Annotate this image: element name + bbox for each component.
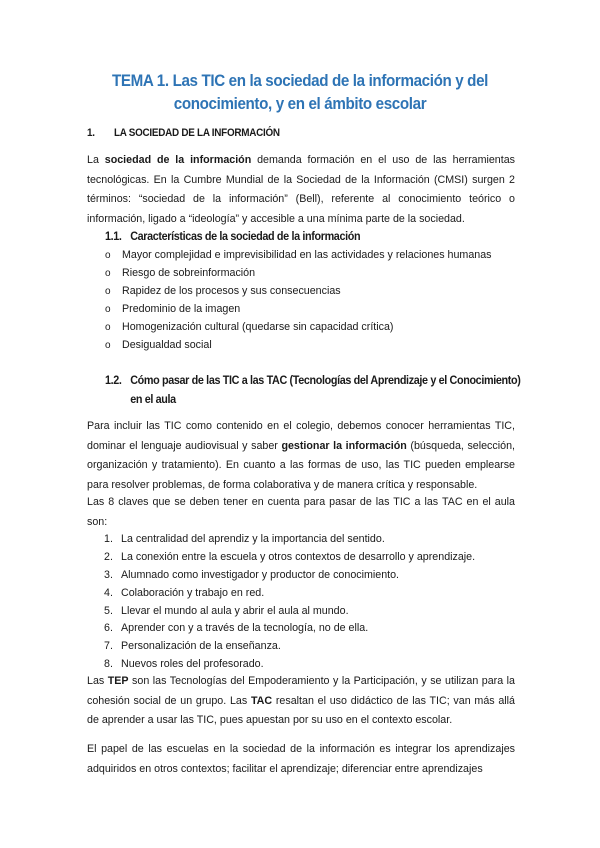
list-item-text: Personalización de la enseñanza.	[121, 640, 281, 653]
section-1-2-paragraph-3	[87, 672, 515, 731]
bullet-marker: o	[105, 340, 111, 351]
para-text: (búsqueda, selección, organización y tratamiento). En cuanto a las formas de uso, las TIC pueden emplearse para resolver problemas, de forma colaborativa y de manera crítica y responsable.	[87, 439, 515, 491]
list-item-text: Mayor complejidad e imprevisibilidad en las actividades y relaciones humanas	[122, 249, 492, 261]
list-item-text: Llevar el mundo al aula y abrir el aula al mundo.	[121, 604, 349, 617]
para-text: La	[87, 154, 105, 166]
keys-list	[104, 531, 475, 674]
bold-term: TEP	[107, 675, 129, 687]
item-number: 3.	[104, 568, 113, 581]
characteristics-list	[105, 246, 492, 354]
section-1-heading	[87, 127, 280, 139]
section-1-2-title-line1: Cómo pasar de las TIC a las TAC (Tecnologías del Aprendizaje y el Conocimiento)	[130, 373, 521, 387]
list-item	[105, 336, 492, 354]
section-1-1-title: Características de la sociedad de la información	[130, 229, 361, 243]
bullet-marker: o	[105, 304, 111, 315]
para-text: son las Tecnologías del Empoderamiento y la Participación, y se utilizan para la cohesión social de un grupo. Las	[87, 675, 515, 707]
list-item	[105, 300, 492, 318]
list-item-text: Aprender con y a través de la tecnología, no de ella.	[121, 622, 369, 635]
list-item	[104, 531, 475, 549]
item-number: 6.	[104, 622, 113, 635]
list-item	[104, 620, 475, 638]
list-item-text: Colaboración y trabajo en red.	[121, 586, 265, 599]
bullet-marker: o	[105, 322, 111, 333]
section-1-number: 1.	[87, 127, 95, 139]
section-1-1-number: 1.1.	[105, 229, 122, 243]
para-text: demanda formación en el uso de las herramientas tecnológicas. En la Cumbre Mundial de la Sociedad de la Información (CMSI) surgen 2 términos: “sociedad de la información” (Bell), referente al conocimiento teórico o información, ligado a “ideología” y accesible a una mínima parte de la sociedad.	[87, 154, 515, 225]
section-1-2-heading	[105, 371, 520, 409]
list-item-text: Alumnado como investigador y productor de conocimiento.	[121, 568, 400, 581]
section-1-2-paragraph-1	[87, 417, 515, 495]
list-item	[104, 549, 475, 567]
list-item	[104, 603, 475, 621]
section-1-title: LA SOCIEDAD DE LA INFORMACIÓN	[114, 127, 280, 139]
list-item-text: Nuevos roles del profesorado.	[121, 658, 264, 671]
bullet-marker: o	[105, 250, 111, 261]
list-item	[105, 318, 492, 336]
section-1-2-number: 1.2.	[105, 373, 122, 387]
list-item-text: Rapidez de los procesos y sus consecuencias	[122, 285, 341, 297]
list-item-text: La conexión entre la escuela y otros contextos de desarrollo y aprendizaje.	[121, 550, 476, 563]
document-title: TEMA 1. Las TIC en la sociedad de la información y del conocimiento, y en el ámbito escolar	[111, 72, 489, 113]
list-item-text: Homogenización cultural (quedarse sin capacidad crítica)	[122, 321, 394, 333]
list-item	[104, 567, 475, 585]
list-item	[105, 264, 492, 282]
list-item	[104, 585, 475, 603]
list-item-text: Predominio de la imagen	[122, 303, 241, 315]
item-number: 4.	[104, 586, 113, 599]
bold-term: gestionar la información	[281, 439, 407, 452]
section-1-1-heading	[105, 227, 360, 246]
list-item-text: Desigualdad social	[122, 339, 212, 351]
section-1-2-paragraph-2: Las 8 claves que se deben tener en cuenta para pasar de las TIC a las TAC en el aula son:	[87, 496, 515, 528]
item-number: 2.	[104, 550, 113, 563]
item-number: 5.	[104, 604, 113, 617]
section-1-2-title-line2: en el aula	[130, 392, 176, 406]
bullet-marker: o	[105, 286, 111, 297]
bold-term: sociedad de la información	[104, 154, 252, 166]
list-item	[105, 246, 492, 264]
section-1-2-paragraph-4: El papel de las escuelas en la sociedad de la información es integrar los aprendizajes adquiridos en otros contextos; facilitar el aprendizaje; diferenciar entre aprendizajes	[87, 743, 515, 775]
para-text: Las	[87, 675, 108, 687]
list-item-text: Riesgo de sobreinformación	[122, 267, 256, 279]
list-item-text: La centralidad del aprendiz y la importancia del sentido.	[121, 533, 385, 545]
item-number: 1.	[104, 533, 113, 545]
bullet-marker: o	[105, 268, 111, 279]
item-number: 8.	[104, 658, 113, 671]
para-text: Para incluir las TIC como contenido en el colegio, debemos conocer herramientas TIC, dominar el lenguaje audiovisual y saber	[87, 420, 515, 452]
item-number: 7.	[104, 640, 113, 653]
bold-term: TAC	[250, 694, 273, 707]
list-item	[105, 282, 492, 300]
section-1-paragraph	[87, 151, 515, 229]
list-item	[104, 638, 475, 656]
para-text: resaltan el uso didáctico de las TIC; van más allá de aprender a usar las TIC, pues apuestan por su uso en el contexto escolar.	[87, 694, 515, 726]
